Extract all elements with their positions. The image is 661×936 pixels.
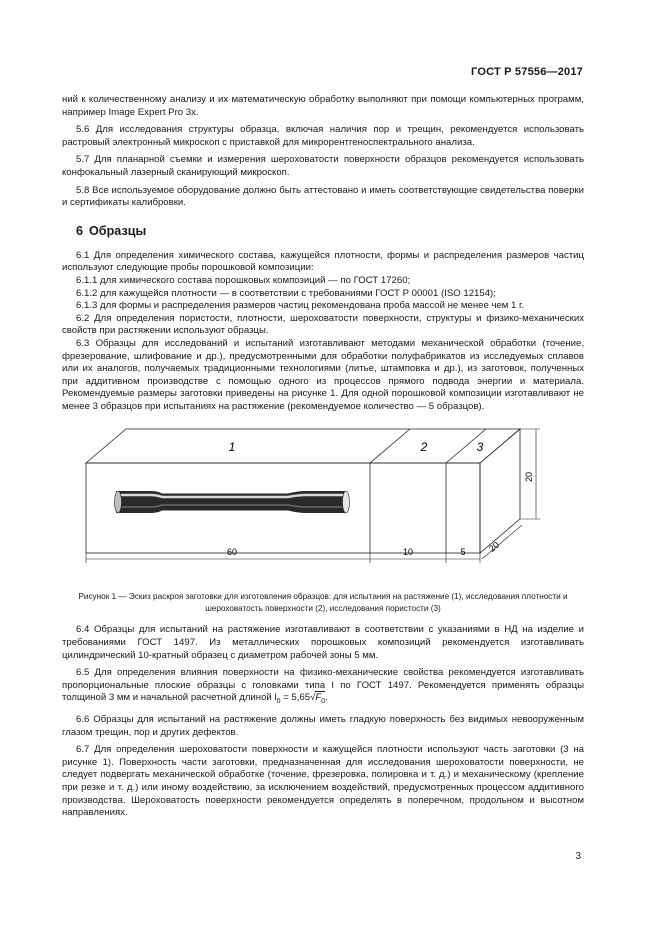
paragraph-6-2: 6.2 Для определения пористости, плотности, шероховатости поверхности, структуры и физико-механических свойств при растяжении используют образцы. <box>62 312 584 337</box>
page-number: 3 <box>575 851 581 862</box>
formula-radicand <box>315 691 326 706</box>
section-heading <box>76 224 584 238</box>
part-label-2: 2 <box>420 440 428 455</box>
page-content <box>62 94 584 820</box>
radicand-subscript: 0 <box>321 698 326 706</box>
paragraph-continuation: ний к количественному анализу и их математическую обработку выполняют при помощи компьютерных программ, например Image Expert Pro 3x. <box>62 94 584 118</box>
paragraph-5-7: 5.7 Для планарной съемки и измерения шероховатости поверхности образцов рекомендуется использовать конфокальный лазерный сканирующий микроскоп. <box>62 154 584 178</box>
dimension-10: 10 <box>402 547 414 558</box>
formula-end: . <box>325 692 328 704</box>
tensile-specimen <box>115 491 350 513</box>
sqrt-sign: √ <box>310 692 316 704</box>
paragraph-6-5-text: 6.5 Для определения влияния поверхности на физико-механические свойства рекомендуется изготавливать пропорциональные плоские образцы с головками типа I по ГОСТ 1497. Рекомендуется применять образцы толщиной 3 мм и начальной расчетной длиной l <box>62 667 584 704</box>
paragraph-6-1: 6.1 Для определения химического состава, кажущейся плотности, формы и распределения размеров частиц используют следующие пробы порошковой композиции: <box>62 249 584 274</box>
paragraph-5-8: 5.8 Все используемое оборудование должно быть аттестовано и иметь соответствующие свидетельства поверки и сертификаты калибровки. <box>62 184 584 209</box>
paragraph-6-4: 6.4 Образцы для испытаний на растяжение изготавливают в соответствии с указаниями в НД на изделие и требованиями ГОСТ 1497. Из металлических порошковых композиций рекомендуется изготавливать цилиндрический 10-кратный образец с диаметром рабочей зоны 5 мм. <box>62 624 584 661</box>
paragraph-6-3: 6.3 Образцы для исследований и испытаний изготавливают методами механической обработки (точение, фрезерование, шлифование и др.), предусмотренными для обработки полуфабрикатов из исследуемых сплавов или их аналогов, получаемых традиционными технологиями (литье, штамповка и др.), из заготовок, полученных при аддитивном производстве с помощью одного из процессов прямого подвода энергии и материала. Рекомендуемые размеры заготовки приведены на рисунке 1. Для одной порошковой композиции изготавливают не менее 3 образцов при испытаниях на растяжение (рекомендуемое количество — 5 образцов). <box>62 337 584 412</box>
figure-1 <box>62 425 584 585</box>
top-face <box>86 429 520 463</box>
paragraph-6-1-1: 6.1.1 для химического состава порошковых композиций — по ГОСТ 17260; <box>76 274 411 286</box>
blank-sketch <box>62 425 584 585</box>
paragraph-6-5 <box>62 667 584 709</box>
section-number: 6 <box>76 223 84 238</box>
radicand-letter: F <box>315 692 322 704</box>
dimension-60: 60 <box>226 547 238 558</box>
document-header: ГОСТ Р 57556—2017 <box>471 66 583 78</box>
paragraph-6-7: 6.7 Для определения шероховатости поверхности и кажущейся плотности используют часть заготовки (3 на рисунке 1). Поверхность части заготовки, предназначенная для исследования шероховатости поверхности, не следует подвергать механической обработке (точение, фрезеровка, полировка и т. д.) и механическому (крепление при резке и т. д.) или иному воздействию, за исключением воздействий, предусмотренных процессом аддитивного производства. Шероховатость поверхности рекомендуется определять в поперечном, продольном и высотном направлениях. <box>62 744 584 819</box>
dimension-20-height: 20 <box>524 472 534 483</box>
subscript: 0 <box>276 698 281 706</box>
part-label-1: 1 <box>228 440 236 455</box>
paragraph-6-1-3: 6.1.3 для формы и распределения размеров частиц рекомендована проба массой не менее чем 1 г. <box>76 300 525 312</box>
dimension-20-depth: 20 <box>487 540 502 555</box>
dimension-5: 5 <box>460 547 466 558</box>
figure-caption: Рисунок 1 — Эскиз раскроя заготовки для изготовления образцов: для испытания на растяжение (1), исследования плотности и шероховатость поверхности (2), исследования пористости (3) <box>78 592 568 613</box>
division-line <box>370 429 410 463</box>
paragraph-6-6: 6.6 Образцы для испытаний на растяжение должны иметь гладкую поверхность без видимых невооруженным глазом трещин, пор и других дефектов. <box>62 713 584 738</box>
formula-equals: = 5,65 <box>280 692 311 704</box>
paragraph-6-1-2: 6.1.2 для кажущейся плотности — в соответствии с требованиями ГОСТ Р 00001 (ISO 12154); <box>76 287 496 299</box>
right-face <box>480 429 520 553</box>
paragraph-5-6: 5.6 Для исследования структуры образца, включая наличия пор и трещин, рекомендуется использовать растровый электронный микроскоп с приставкой для микрорентгеноспектрального анализа. <box>62 124 584 148</box>
part-label-3: 3 <box>476 440 484 455</box>
section-title: Образцы <box>89 223 147 238</box>
